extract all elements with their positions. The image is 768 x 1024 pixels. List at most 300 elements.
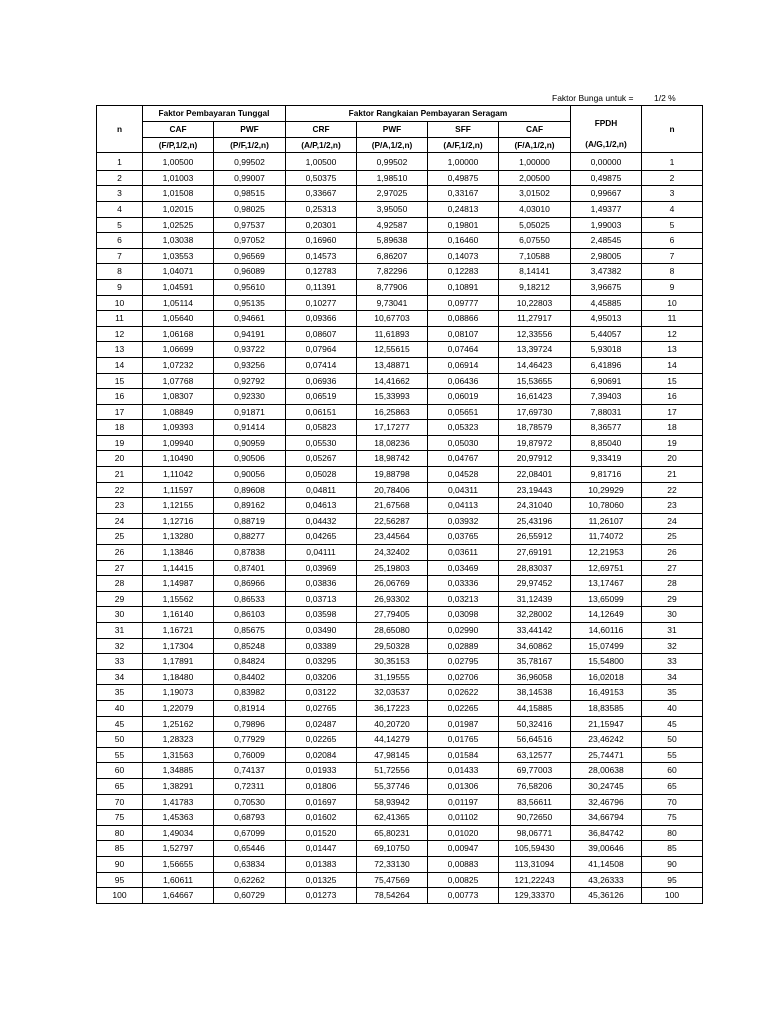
cell-caf-fp: 1,31563 xyxy=(143,747,214,763)
cell-pwf-pa: 29,50328 xyxy=(357,638,428,654)
cell-pwf-pa: 13,48871 xyxy=(357,357,428,373)
cell-pwf-pf: 0,98025 xyxy=(214,201,286,217)
formula-crf: (A/P,1/2,n) xyxy=(286,137,357,153)
cell-fpdh-ag: 11,74072 xyxy=(571,529,642,545)
cell-n: 19 xyxy=(97,435,143,451)
header-fpdh-name: FPDH xyxy=(594,118,618,129)
cell-pwf-pf: 0,88719 xyxy=(214,513,286,529)
cell-fpdh-ag: 0,49875 xyxy=(571,170,642,186)
cell-caf-fp: 1,60611 xyxy=(143,872,214,888)
cell-caf-fp: 1,17891 xyxy=(143,654,214,670)
cell-caf-fp: 1,09940 xyxy=(143,435,214,451)
cell-sff-af: 0,00947 xyxy=(428,841,499,857)
cell-fpdh-ag: 10,78060 xyxy=(571,498,642,514)
formula-caf-single: (F/P,1/2,n) xyxy=(143,137,214,153)
cell-caf-fa: 17,69730 xyxy=(499,404,571,420)
table-row xyxy=(97,404,703,420)
cell-n-right: 2 xyxy=(642,170,703,186)
table-row xyxy=(97,576,703,592)
cell-n: 12 xyxy=(97,326,143,342)
cell-n-right: 90 xyxy=(642,856,703,872)
cell-pwf-pa: 15,33993 xyxy=(357,389,428,405)
cell-fpdh-ag: 36,84742 xyxy=(571,825,642,841)
cell-n: 33 xyxy=(97,654,143,670)
cell-n: 7 xyxy=(97,248,143,264)
cell-fpdh-ag: 16,02018 xyxy=(571,669,642,685)
cell-n: 75 xyxy=(97,810,143,826)
cell-pwf-pf: 0,77929 xyxy=(214,732,286,748)
cell-pwf-pa: 1,98510 xyxy=(357,170,428,186)
table-row xyxy=(97,591,703,607)
cell-fpdh-ag: 6,41896 xyxy=(571,357,642,373)
table-row xyxy=(97,513,703,529)
cell-n-right: 14 xyxy=(642,357,703,373)
table-row xyxy=(97,326,703,342)
cell-caf-fp: 1,11042 xyxy=(143,467,214,483)
cell-pwf-pa: 14,41662 xyxy=(357,373,428,389)
cell-n: 70 xyxy=(97,794,143,810)
cell-n-right: 21 xyxy=(642,467,703,483)
cell-fpdh-ag: 13,65099 xyxy=(571,591,642,607)
table-row xyxy=(97,435,703,451)
cell-caf-fa: 12,33556 xyxy=(499,326,571,342)
cell-caf-fa: 14,46423 xyxy=(499,357,571,373)
table-row xyxy=(97,700,703,716)
cell-pwf-pa: 16,25863 xyxy=(357,404,428,420)
cell-pwf-pa: 18,08236 xyxy=(357,435,428,451)
table-row xyxy=(97,357,703,373)
cell-crf-ap: 0,06936 xyxy=(286,373,357,389)
cell-caf-fa: 15,53655 xyxy=(499,373,571,389)
cell-caf-fa: 18,78579 xyxy=(499,420,571,436)
cell-n-right: 100 xyxy=(642,888,703,904)
cell-crf-ap: 0,02265 xyxy=(286,732,357,748)
table-row xyxy=(97,529,703,545)
cell-fpdh-ag: 10,29929 xyxy=(571,482,642,498)
interest-rate-label: Faktor Bunga untuk = xyxy=(552,93,634,103)
cell-n: 4 xyxy=(97,201,143,217)
cell-caf-fp: 1,05640 xyxy=(143,311,214,327)
cell-caf-fp: 1,04071 xyxy=(143,264,214,280)
cell-pwf-pa: 72,33130 xyxy=(357,856,428,872)
cell-n-right: 12 xyxy=(642,326,703,342)
cell-n-right: 32 xyxy=(642,638,703,654)
table-row xyxy=(97,654,703,670)
cell-caf-fp: 1,13846 xyxy=(143,545,214,561)
header-sff: SFF xyxy=(428,122,499,138)
cell-caf-fp: 1,06699 xyxy=(143,342,214,358)
cell-pwf-pf: 0,68793 xyxy=(214,810,286,826)
cell-pwf-pa: 18,98742 xyxy=(357,451,428,467)
cell-n: 11 xyxy=(97,311,143,327)
cell-caf-fa: 38,14538 xyxy=(499,685,571,701)
cell-pwf-pa: 25,19803 xyxy=(357,560,428,576)
cell-sff-af: 0,04113 xyxy=(428,498,499,514)
cell-pwf-pa: 24,32402 xyxy=(357,545,428,561)
cell-pwf-pf: 0,70530 xyxy=(214,794,286,810)
cell-caf-fa: 8,14141 xyxy=(499,264,571,280)
cell-n-right: 1 xyxy=(642,153,703,171)
cell-n: 28 xyxy=(97,576,143,592)
cell-fpdh-ag: 5,93018 xyxy=(571,342,642,358)
cell-crf-ap: 0,01697 xyxy=(286,794,357,810)
table-row xyxy=(97,763,703,779)
table-row xyxy=(97,279,703,295)
cell-pwf-pf: 0,99502 xyxy=(214,153,286,171)
cell-crf-ap: 0,50375 xyxy=(286,170,357,186)
cell-caf-fp: 1,00500 xyxy=(143,153,214,171)
cell-sff-af: 0,01987 xyxy=(428,716,499,732)
cell-caf-fp: 1,38291 xyxy=(143,778,214,794)
cell-caf-fp: 1,28323 xyxy=(143,732,214,748)
table-row xyxy=(97,482,703,498)
cell-fpdh-ag: 3,96675 xyxy=(571,279,642,295)
cell-pwf-pf: 0,86966 xyxy=(214,576,286,592)
cell-fpdh-ag: 39,00646 xyxy=(571,841,642,857)
cell-fpdh-ag: 14,12649 xyxy=(571,607,642,623)
cell-pwf-pf: 0,86103 xyxy=(214,607,286,623)
cell-n: 34 xyxy=(97,669,143,685)
cell-crf-ap: 0,14573 xyxy=(286,248,357,264)
cell-fpdh-ag: 4,95013 xyxy=(571,311,642,327)
cell-sff-af: 0,33167 xyxy=(428,186,499,202)
cell-caf-fp: 1,10490 xyxy=(143,451,214,467)
table-row xyxy=(97,825,703,841)
cell-n-right: 25 xyxy=(642,529,703,545)
cell-pwf-pa: 27,79405 xyxy=(357,607,428,623)
cell-n-right: 9 xyxy=(642,279,703,295)
cell-pwf-pa: 9,73041 xyxy=(357,295,428,311)
cell-crf-ap: 0,01325 xyxy=(286,872,357,888)
cell-crf-ap: 0,02084 xyxy=(286,747,357,763)
cell-caf-fa: 20,97912 xyxy=(499,451,571,467)
cell-caf-fp: 1,11597 xyxy=(143,482,214,498)
cell-n: 90 xyxy=(97,856,143,872)
formula-pwf-single: (P/F,1/2,n) xyxy=(214,137,286,153)
cell-n: 85 xyxy=(97,841,143,857)
cell-caf-fa: 3,01502 xyxy=(499,186,571,202)
cell-n: 35 xyxy=(97,685,143,701)
cell-pwf-pa: 17,17277 xyxy=(357,420,428,436)
cell-sff-af: 0,16460 xyxy=(428,233,499,249)
cell-fpdh-ag: 41,14508 xyxy=(571,856,642,872)
cell-caf-fa: 98,06771 xyxy=(499,825,571,841)
cell-pwf-pf: 0,67099 xyxy=(214,825,286,841)
table-row xyxy=(97,732,703,748)
cell-n-right: 17 xyxy=(642,404,703,420)
cell-crf-ap: 0,01933 xyxy=(286,763,357,779)
cell-pwf-pa: 19,88798 xyxy=(357,467,428,483)
cell-caf-fa: 90,72650 xyxy=(499,810,571,826)
cell-pwf-pf: 0,62262 xyxy=(214,872,286,888)
cell-n: 21 xyxy=(97,467,143,483)
cell-n-right: 18 xyxy=(642,420,703,436)
cell-sff-af: 0,02265 xyxy=(428,700,499,716)
cell-caf-fp: 1,08849 xyxy=(143,404,214,420)
cell-pwf-pa: 7,82296 xyxy=(357,264,428,280)
cell-sff-af: 0,02622 xyxy=(428,685,499,701)
cell-caf-fp: 1,04591 xyxy=(143,279,214,295)
cell-crf-ap: 0,03122 xyxy=(286,685,357,701)
cell-pwf-pf: 0,60729 xyxy=(214,888,286,904)
cell-caf-fp: 1,07232 xyxy=(143,357,214,373)
cell-crf-ap: 0,03206 xyxy=(286,669,357,685)
cell-crf-ap: 0,01602 xyxy=(286,810,357,826)
cell-fpdh-ag: 11,26107 xyxy=(571,513,642,529)
cell-sff-af: 0,08107 xyxy=(428,326,499,342)
cell-fpdh-ag: 4,45885 xyxy=(571,295,642,311)
cell-pwf-pf: 0,95135 xyxy=(214,295,286,311)
cell-caf-fp: 1,16721 xyxy=(143,623,214,639)
cell-sff-af: 0,02990 xyxy=(428,623,499,639)
cell-n: 13 xyxy=(97,342,143,358)
table-row xyxy=(97,560,703,576)
cell-crf-ap: 0,01383 xyxy=(286,856,357,872)
cell-sff-af: 0,05030 xyxy=(428,435,499,451)
cell-crf-ap: 0,07414 xyxy=(286,357,357,373)
cell-pwf-pa: 62,41365 xyxy=(357,810,428,826)
cell-pwf-pa: 28,65080 xyxy=(357,623,428,639)
cell-pwf-pa: 10,67703 xyxy=(357,311,428,327)
cell-crf-ap: 0,11391 xyxy=(286,279,357,295)
cell-fpdh-ag: 32,46796 xyxy=(571,794,642,810)
cell-caf-fa: 29,97452 xyxy=(499,576,571,592)
cell-fpdh-ag: 16,49153 xyxy=(571,685,642,701)
cell-n-right: 7 xyxy=(642,248,703,264)
cell-n: 60 xyxy=(97,763,143,779)
cell-caf-fa: 25,43196 xyxy=(499,513,571,529)
cell-caf-fa: 44,15885 xyxy=(499,700,571,716)
cell-sff-af: 0,03765 xyxy=(428,529,499,545)
cell-crf-ap: 0,33667 xyxy=(286,186,357,202)
cell-caf-fa: 69,77003 xyxy=(499,763,571,779)
cell-caf-fp: 1,03553 xyxy=(143,248,214,264)
cell-caf-fp: 1,13280 xyxy=(143,529,214,545)
table-row xyxy=(97,264,703,280)
cell-pwf-pa: 47,98145 xyxy=(357,747,428,763)
cell-pwf-pf: 0,94661 xyxy=(214,311,286,327)
cell-pwf-pa: 0,99502 xyxy=(357,153,428,171)
cell-sff-af: 0,01306 xyxy=(428,778,499,794)
table-row xyxy=(97,170,703,186)
cell-crf-ap: 0,05530 xyxy=(286,435,357,451)
cell-pwf-pf: 0,98515 xyxy=(214,186,286,202)
cell-caf-fp: 1,09393 xyxy=(143,420,214,436)
cell-pwf-pf: 0,96089 xyxy=(214,264,286,280)
cell-fpdh-ag: 8,85040 xyxy=(571,435,642,451)
cell-pwf-pf: 0,96569 xyxy=(214,248,286,264)
cell-n: 45 xyxy=(97,716,143,732)
cell-crf-ap: 0,01273 xyxy=(286,888,357,904)
cell-fpdh-ag: 21,15947 xyxy=(571,716,642,732)
header-n-left: n xyxy=(97,106,143,153)
cell-crf-ap: 0,01447 xyxy=(286,841,357,857)
table-row xyxy=(97,841,703,857)
cell-n: 65 xyxy=(97,778,143,794)
cell-caf-fa: 121,22243 xyxy=(499,872,571,888)
cell-caf-fp: 1,17304 xyxy=(143,638,214,654)
header-group-uniform-series: Faktor Rangkaian Pembayaran Seragam xyxy=(286,106,571,122)
cell-n: 55 xyxy=(97,747,143,763)
cell-pwf-pf: 0,99007 xyxy=(214,170,286,186)
cell-pwf-pf: 0,76009 xyxy=(214,747,286,763)
cell-sff-af: 1,00000 xyxy=(428,153,499,171)
cell-fpdh-ag: 15,07499 xyxy=(571,638,642,654)
cell-caf-fp: 1,01508 xyxy=(143,186,214,202)
cell-n-right: 85 xyxy=(642,841,703,857)
cell-caf-fa: 32,28002 xyxy=(499,607,571,623)
cell-n-right: 26 xyxy=(642,545,703,561)
cell-crf-ap: 0,09366 xyxy=(286,311,357,327)
cell-pwf-pa: 23,44564 xyxy=(357,529,428,545)
cell-pwf-pa: 78,54264 xyxy=(357,888,428,904)
cell-pwf-pf: 0,79896 xyxy=(214,716,286,732)
cell-sff-af: 0,05323 xyxy=(428,420,499,436)
cell-crf-ap: 0,03969 xyxy=(286,560,357,576)
cell-n-right: 22 xyxy=(642,482,703,498)
table-row xyxy=(97,623,703,639)
cell-caf-fp: 1,41783 xyxy=(143,794,214,810)
cell-pwf-pf: 0,92330 xyxy=(214,389,286,405)
cell-n-right: 45 xyxy=(642,716,703,732)
cell-fpdh-ag: 34,66794 xyxy=(571,810,642,826)
cell-n-right: 30 xyxy=(642,607,703,623)
cell-pwf-pf: 0,89162 xyxy=(214,498,286,514)
cell-pwf-pf: 0,97052 xyxy=(214,233,286,249)
cell-pwf-pa: 21,67568 xyxy=(357,498,428,514)
cell-n: 5 xyxy=(97,217,143,233)
cell-caf-fp: 1,12716 xyxy=(143,513,214,529)
cell-pwf-pf: 0,94191 xyxy=(214,326,286,342)
cell-crf-ap: 0,01806 xyxy=(286,778,357,794)
cell-pwf-pf: 0,84402 xyxy=(214,669,286,685)
cell-pwf-pf: 0,84824 xyxy=(214,654,286,670)
cell-crf-ap: 0,08607 xyxy=(286,326,357,342)
cell-n: 23 xyxy=(97,498,143,514)
cell-sff-af: 0,04767 xyxy=(428,451,499,467)
cell-sff-af: 0,24813 xyxy=(428,201,499,217)
cell-caf-fa: 34,60862 xyxy=(499,638,571,654)
cell-n-right: 16 xyxy=(642,389,703,405)
cell-pwf-pf: 0,65446 xyxy=(214,841,286,857)
cell-crf-ap: 0,03713 xyxy=(286,591,357,607)
cell-n-right: 31 xyxy=(642,623,703,639)
cell-crf-ap: 0,06151 xyxy=(286,404,357,420)
cell-fpdh-ag: 7,39403 xyxy=(571,389,642,405)
interest-factor-table xyxy=(96,105,703,904)
cell-pwf-pa: 3,95050 xyxy=(357,201,428,217)
table-row xyxy=(97,201,703,217)
formula-sff: (A/F,1/2,n) xyxy=(428,137,499,153)
table-row xyxy=(97,716,703,732)
cell-pwf-pa: 20,78406 xyxy=(357,482,428,498)
table-row xyxy=(97,638,703,654)
cell-n: 95 xyxy=(97,872,143,888)
cell-caf-fa: 113,31094 xyxy=(499,856,571,872)
formula-pwf-series: (P/A,1/2,n) xyxy=(357,137,428,153)
cell-caf-fp: 1,05114 xyxy=(143,295,214,311)
cell-fpdh-ag: 8,36577 xyxy=(571,420,642,436)
cell-caf-fp: 1,45363 xyxy=(143,810,214,826)
cell-caf-fa: 83,56611 xyxy=(499,794,571,810)
cell-pwf-pf: 0,88277 xyxy=(214,529,286,545)
cell-caf-fa: 23,19443 xyxy=(499,482,571,498)
cell-pwf-pa: 58,93942 xyxy=(357,794,428,810)
table-row xyxy=(97,607,703,623)
cell-caf-fp: 1,64667 xyxy=(143,888,214,904)
cell-fpdh-ag: 12,69751 xyxy=(571,560,642,576)
cell-n: 18 xyxy=(97,420,143,436)
cell-caf-fa: 24,31040 xyxy=(499,498,571,514)
cell-caf-fp: 1,25162 xyxy=(143,716,214,732)
cell-n-right: 50 xyxy=(642,732,703,748)
cell-crf-ap: 0,04265 xyxy=(286,529,357,545)
header-caf-single: CAF xyxy=(143,122,214,138)
cell-crf-ap: 0,04432 xyxy=(286,513,357,529)
cell-pwf-pa: 26,93302 xyxy=(357,591,428,607)
cell-sff-af: 0,03932 xyxy=(428,513,499,529)
cell-pwf-pf: 0,74137 xyxy=(214,763,286,779)
cell-fpdh-ag: 15,54800 xyxy=(571,654,642,670)
cell-fpdh-ag: 45,36126 xyxy=(571,888,642,904)
cell-pwf-pf: 0,85675 xyxy=(214,623,286,639)
cell-pwf-pf: 0,91414 xyxy=(214,420,286,436)
table-row xyxy=(97,295,703,311)
cell-n-right: 34 xyxy=(642,669,703,685)
cell-pwf-pf: 0,89608 xyxy=(214,482,286,498)
cell-caf-fp: 1,03038 xyxy=(143,233,214,249)
cell-n-right: 55 xyxy=(642,747,703,763)
cell-sff-af: 0,01020 xyxy=(428,825,499,841)
cell-sff-af: 0,02706 xyxy=(428,669,499,685)
table-row xyxy=(97,810,703,826)
cell-sff-af: 0,06914 xyxy=(428,357,499,373)
cell-pwf-pf: 0,93722 xyxy=(214,342,286,358)
cell-fpdh-ag: 2,98005 xyxy=(571,248,642,264)
cell-n: 8 xyxy=(97,264,143,280)
cell-crf-ap: 0,25313 xyxy=(286,201,357,217)
cell-caf-fa: 22,08401 xyxy=(499,467,571,483)
cell-fpdh-ag: 5,44057 xyxy=(571,326,642,342)
cell-crf-ap: 0,03836 xyxy=(286,576,357,592)
cell-fpdh-ag: 12,21953 xyxy=(571,545,642,561)
table-row xyxy=(97,233,703,249)
cell-pwf-pa: 5,89638 xyxy=(357,233,428,249)
cell-pwf-pa: 75,47569 xyxy=(357,872,428,888)
cell-caf-fp: 1,02525 xyxy=(143,217,214,233)
cell-pwf-pa: 44,14279 xyxy=(357,732,428,748)
table-row xyxy=(97,389,703,405)
cell-crf-ap: 0,04613 xyxy=(286,498,357,514)
table-row xyxy=(97,498,703,514)
cell-sff-af: 0,04311 xyxy=(428,482,499,498)
cell-n-right: 60 xyxy=(642,763,703,779)
cell-caf-fa: 31,12439 xyxy=(499,591,571,607)
cell-fpdh-ag: 43,26333 xyxy=(571,872,642,888)
cell-n-right: 20 xyxy=(642,451,703,467)
table-row xyxy=(97,669,703,685)
cell-sff-af: 0,12283 xyxy=(428,264,499,280)
header-pwf-series: PWF xyxy=(357,122,428,138)
cell-pwf-pa: 31,19555 xyxy=(357,669,428,685)
cell-caf-fa: 2,00500 xyxy=(499,170,571,186)
cell-n: 24 xyxy=(97,513,143,529)
cell-sff-af: 0,03098 xyxy=(428,607,499,623)
header-fpdh xyxy=(571,106,642,153)
cell-fpdh-ag: 0,99667 xyxy=(571,186,642,202)
cell-pwf-pa: 2,97025 xyxy=(357,186,428,202)
table-row xyxy=(97,420,703,436)
